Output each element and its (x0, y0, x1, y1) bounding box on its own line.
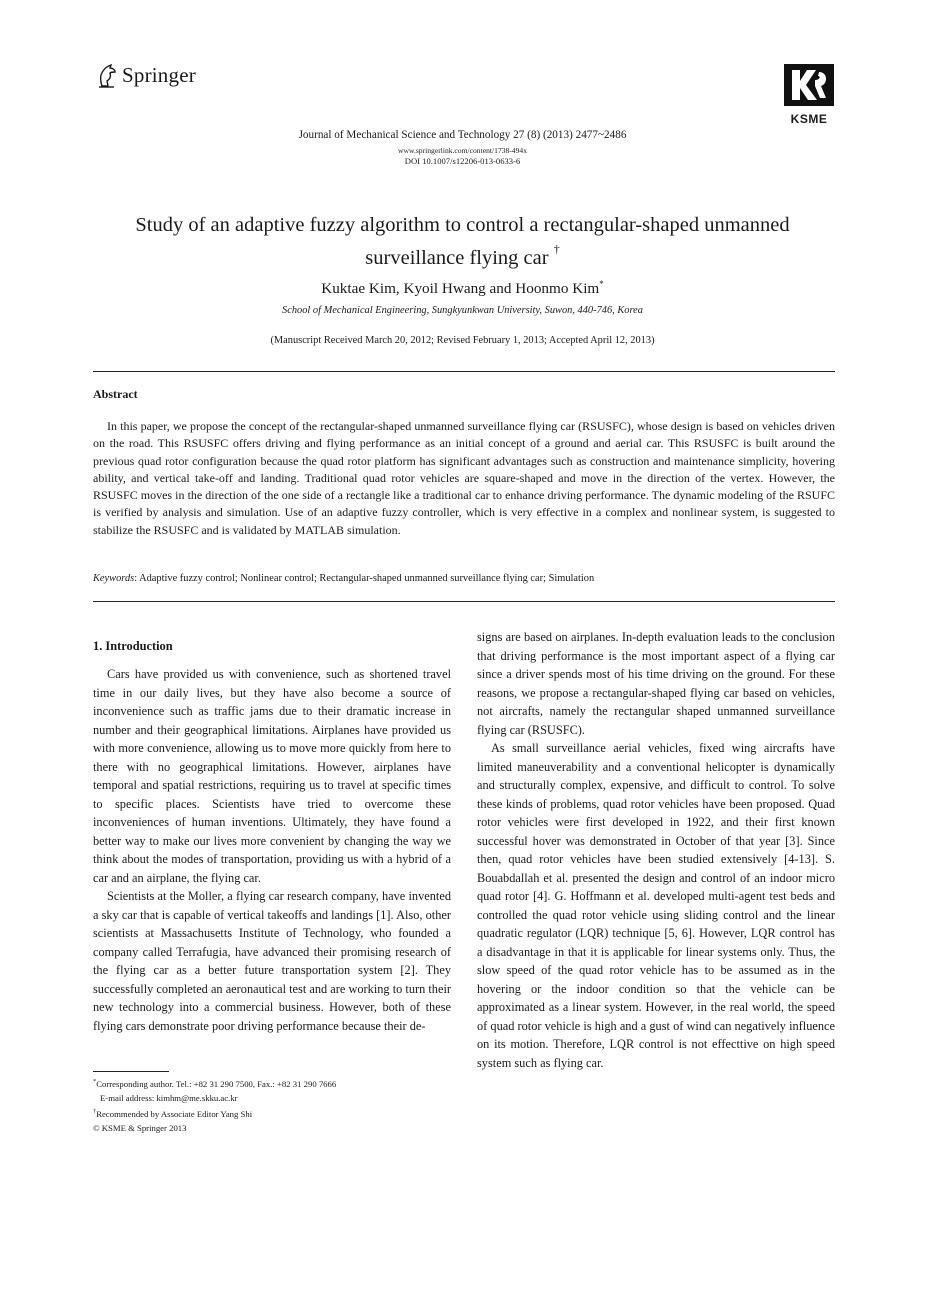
keywords (93, 573, 835, 584)
corresponding-mark: * (599, 279, 604, 289)
divider-bottom (93, 601, 835, 602)
ksme-emblem-icon (784, 64, 834, 106)
affiliation: School of Mechanical Engineering, Sungkyunkwan University, Suwon, 440-746, Korea (282, 305, 643, 316)
paragraph: signs are based on airplanes. In-depth evaluation leads to the conclusion that driving performance is the most important aspect of a flying car since a driver spends most of his time driving on the ground. For these reasons, we propose a rectangular-shaped flying car based on vehicles, not aircrafts, namely the rectangular shaped unmanned surveillance flying car (RSUSFC). (477, 630, 835, 737)
right-column (477, 628, 835, 1072)
section-heading: 1. Introduction (93, 639, 173, 653)
manuscript-dates: (Manuscript Received March 20, 2012; Revised February 1, 2013; Accepted April 12, 2013) (270, 335, 655, 346)
ksme-logo (784, 64, 834, 126)
footnote-email[interactable]: E-mail address: kimhm@me.skku.ac.kr (100, 1092, 238, 1103)
author-list (0, 279, 925, 298)
paragraph: Cars have provided us with convenience, such as shortened travel time in our daily lives, but they have also become a source of inconvenience such as traffic jams due to their dramatic increase in number and their geographical limitations. Airplanes have provided us with more convenience, allowing us to move more quickly from here to there with no geographical limitations. However, airplanes have temporal and spatial restrictions, requiring us to travel at specific times to specific places. Scientists have tried to overcome these inconveniences of human inventions. Ultimately, they have found a better way to make our lives more convenient by changing the way we think about the modes of transportation, providing us with a hybrid of a car and an airplane, the flying car. (93, 667, 451, 885)
publisher-name: Springer (122, 62, 196, 87)
footnote-corresponding: *Corresponding author. Tel.: +82 31 290 7500, Fax.: +82 31 290 7666 (93, 1078, 337, 1089)
springer-horse-icon (96, 62, 118, 88)
paper-title (100, 212, 825, 272)
title-line-2: surveillance flying car (365, 246, 549, 269)
springer-logo (96, 62, 196, 88)
paragraph: Scientists at the Moller, a flying car research company, have invented a sky car that is capable of vertical takeoffs and landings [1]. Also, other scientists at Massachusetts Institute of Technology, who founded a company called Terrafugia, have advanced their promising research of the flying car as a better future transportation system [2]. They successfully completed an aeronautical test and are working to turn their new technology into a commercial business. However, both of these flying cars demonstrate poor driving performance because their de- (93, 889, 451, 1033)
paragraph: As small surveillance aerial vehicles, fixed wing aircrafts have limited maneuverability and a conventional helicopter is dynamically and structurally complex, expensive, and difficult to control. To solve these kinds of problems, quad rotor vehicles have been proposed. Quad rotor vehicles were first developed in 1922, and their first known successful hover was demonstrated in October of that year [3]. Since then, quad rotor vehicles have been studied extensively [4-13]. S. Bouabdallah et al. presented the design and control of an indoor micro quad rotor [4]. G. Hoffmann et al. developed multi-agent test beds and controlled the quad rotor vehicle using sliding control and the linear quadratic regulator (LQR) technique [5, 6]. However, LQR control has a disadvantage in that it is applicable for linear systems only. Thus, the slow speed of the quad rotor vehicle has to be assumed as in the hovering or the indoor condition so that the vehicle can be approximated as a linear system. However, in the real world, the speed of quad rotor vehicle is high and a gust of wind can negatively influence on its motion. Therefore, LQR control is not effecttive on high speed system such as flying car. (477, 741, 835, 1070)
keywords-text: : Adaptive fuzzy control; Nonlinear control; Rectangular-shaped unmanned surveillance flying car; Simulation (134, 573, 595, 584)
abstract-text: In this paper, we propose the concept of the rectangular-shaped unmanned surveillance flying car (RSUSFC), whose design is based on vehicles driven on the road. This RSUSFC offers driving and flying performance as an initial concept of a ground and aerial car. This RSUSFC is built around the previous quad rotor configuration because the quad rotor platform has significant advantages such as construction and maintenance simplicity, hovering ability, and vertical take-off and landing. Traditional quad rotor vehicles are square-shaped and move in the direction of the vertex. However, the RSUSFC moves in the direction of the one side of a rectangle like a traditional car to enhance driving performance. The dynamic modeling of the RSUFC is verified by analysis and simulation. Use of an adaptive fuzzy controller, which is very effective in a complex and nonlinear system, is suggested to stabilize the RSUSFC and is validated by MATLAB simulation. (93, 419, 835, 537)
footnote-rule (93, 1071, 169, 1072)
journal-url[interactable]: www.springerlink.com/content/1738-494x (397, 146, 527, 155)
left-column (93, 665, 451, 1035)
society-name: KSME (790, 112, 828, 126)
title-line-1: Study of an adaptive fuzzy algorithm to control a rectangular-shaped unmanned (135, 214, 790, 236)
footnotes (93, 1075, 336, 1135)
keywords-label: Keywords (93, 573, 135, 584)
abstract-heading: Abstract (93, 387, 138, 401)
footnote-copyright: © KSME & Springer 2013 (93, 1122, 187, 1133)
title-footnote-mark: † (553, 242, 560, 256)
journal-citation: Journal of Mechanical Science and Technology 27 (8) (2013) 2477~2486 (298, 129, 627, 141)
author-names: Kuktae Kim, Kyoil Hwang and Hoonmo Kim (321, 280, 600, 298)
footnote-recommended: †Recommended by Associate Editor Yang Shi (93, 1107, 253, 1119)
divider-top (93, 371, 835, 372)
doi: DOI 10.1007/s12206-013-0633-6 (404, 156, 521, 166)
